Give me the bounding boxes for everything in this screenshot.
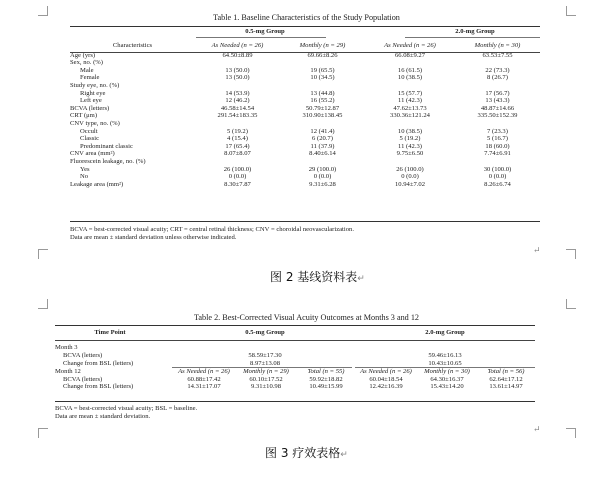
- table1-row-label: Classic: [80, 135, 100, 143]
- table2-col-header: Total (n = 56): [487, 368, 525, 375]
- table1-row-label: Leakage area (mm²): [70, 180, 124, 188]
- table1-cell: 4 (15.4): [227, 135, 248, 143]
- table1-col-characteristics: Characteristics: [112, 42, 153, 49]
- table2-col-header: Monthly (n = 30): [424, 368, 470, 375]
- table1-row-label: Left eye: [80, 97, 102, 105]
- table2-month3-row: [55, 352, 535, 360]
- table1-cell: 16 (61.5): [397, 66, 423, 74]
- table1-row: [70, 59, 540, 67]
- table1-cell: 64.50±8.89: [222, 51, 253, 59]
- table1-row: [70, 97, 540, 105]
- table2-month3-rows: [55, 352, 535, 367]
- layout-corner-mark: [38, 249, 48, 259]
- table1-row-label: Female: [80, 74, 100, 82]
- table1-cell: 16 (55.2): [310, 97, 335, 105]
- table1-cell: 13 (44.8): [310, 89, 335, 97]
- table2-col-header: Total (n = 55): [307, 368, 345, 375]
- table2-month12-label: Month 12: [55, 368, 81, 375]
- table1-cell: 17 (56.7): [485, 89, 510, 97]
- table1-cell: 47.62±13.73: [393, 104, 427, 112]
- table1-cell: 12 (41.4): [310, 127, 335, 135]
- table1-note-abbrev: BCVA = best-corrected visual acuity; CRT = central retinal thickness; CNV = choroidal neovascularization.: [70, 226, 354, 233]
- table1-row: [70, 166, 540, 174]
- table1-cell: [195, 158, 280, 166]
- table2-cell: 15.43±14.20: [430, 383, 464, 391]
- table1-row-label: BCVA (letters): [70, 104, 110, 112]
- table1-row-label: Yes: [80, 165, 90, 173]
- table1-cell: 13 (43.3): [485, 97, 510, 105]
- figure3-caption: 图 3 疗效表格↵: [265, 446, 348, 460]
- table1-cell: 69.66±8.26: [307, 51, 338, 59]
- table2-title: Table 2. Best-Corrected Visual Acuity Outcomes at Months 3 and 12: [193, 313, 420, 322]
- table1-cell: 5 (19.2): [399, 135, 421, 143]
- table1-row-label: CNV area (mm²): [70, 150, 115, 158]
- table2-cell: 60.88±17.42: [187, 375, 221, 383]
- table2-cell: 59.92±18.82: [309, 375, 343, 383]
- table1-row-label: Age (yrs): [70, 51, 96, 59]
- table2-col-header: As Needed (n = 26): [178, 368, 230, 375]
- table1-cell: 10 (34.5): [310, 74, 335, 82]
- table1-row-label: Right eye: [80, 89, 106, 97]
- table2-col-header: As Needed (n = 26): [360, 368, 412, 375]
- table1-row: [70, 74, 540, 82]
- table1-cell: 19 (65.5): [310, 66, 335, 74]
- table1-cell: 9.31±6.28: [309, 180, 336, 188]
- table1-row: [70, 150, 540, 158]
- table1-cell: 11 (42.3): [398, 97, 422, 105]
- table1-row: [70, 112, 540, 120]
- table1-cell: [365, 59, 455, 67]
- table2-cell: 8.97±13.08: [250, 359, 280, 367]
- table2-row-label: Change from BSL (letters): [63, 359, 134, 367]
- table2-row-label: BCVA (letters): [63, 352, 103, 359]
- table1-cell: [455, 82, 540, 90]
- table2-cell: 9.31±10.98: [251, 383, 281, 391]
- table1-cell: 10 (38.5): [397, 74, 423, 82]
- table1-cell: [280, 120, 365, 128]
- table1-row: [70, 181, 540, 189]
- table1-group2-underline: [405, 37, 540, 38]
- table2-cell: 13.61±14.97: [489, 383, 523, 391]
- table2-note-data: Data are mean ± standard deviation.: [55, 413, 151, 420]
- table1-cell: [455, 120, 540, 128]
- table1-cell: [195, 82, 280, 90]
- table2-row-label: BCVA (letters): [63, 375, 103, 383]
- table1-cell: 8.07±8.07: [224, 150, 251, 158]
- table1-cell: [365, 120, 455, 128]
- table1-cell: 50.79±12.87: [305, 104, 340, 112]
- table1-cell: 18 (60.0): [485, 142, 510, 150]
- table2-top-rule: [55, 325, 535, 326]
- table1-row: [70, 173, 540, 181]
- table1-row: [70, 82, 540, 90]
- table1-row-label: CRT (μm): [70, 112, 98, 120]
- table1-cell: 335.50±152.39: [477, 112, 518, 120]
- table1-row-label: Study eye, no. (%): [70, 81, 120, 89]
- table1-cell: 29 (100.0): [308, 165, 337, 173]
- table1-header-row: [70, 42, 540, 52]
- table1-cell: 291.54±183.35: [217, 112, 258, 120]
- table1-cell: 11 (37.9): [310, 142, 335, 150]
- table1-cell: 26 (100.0): [223, 165, 252, 173]
- table1-cell: 8.30±7.87: [224, 180, 251, 188]
- table2-header-rule: [55, 340, 535, 341]
- table2-cell: 10.49±15.99: [309, 383, 343, 391]
- table1-cell: 14 (53.9): [225, 89, 250, 97]
- table1-group1-underline: [196, 37, 326, 38]
- table1-row: [70, 158, 540, 166]
- layout-corner-mark: [566, 428, 576, 438]
- table2-row: [55, 383, 535, 391]
- table1-cell: 0 (0.0): [488, 173, 507, 181]
- table1-row: [70, 90, 540, 98]
- table1-cell: [280, 59, 365, 67]
- table1-row: [70, 67, 540, 75]
- table1-cell: 5 (19.2): [227, 127, 248, 135]
- table1-cell: 17 (65.4): [225, 142, 250, 150]
- table1-cell: 12 (46.2): [225, 97, 250, 105]
- table1-cell: 8.40±6.14: [309, 150, 336, 158]
- table1-cell: 7.74±6.91: [484, 150, 511, 158]
- table2-note-abbrev: BCVA = best-corrected visual acuity; BSL = baseline.: [55, 405, 198, 412]
- table2-cell: 14.31±17.07: [187, 383, 221, 391]
- table1-bottom-rule: [70, 221, 540, 222]
- table1-cell: 8.26±6.74: [484, 180, 511, 188]
- table1-cell: 13 (50.0): [225, 66, 250, 74]
- table1: [70, 42, 540, 188]
- table1-note-data: Data are mean ± standard deviation unless otherwise indicated.: [70, 234, 237, 241]
- table1-header-rule: [70, 52, 540, 53]
- table1-cell: 15 (57.7): [397, 89, 423, 97]
- table1-col-header: As Needed (n = 26): [211, 42, 264, 49]
- table1-cell: 11 (42.3): [398, 142, 422, 150]
- table1-title: Table 1. Baseline Characteristics of the Study Population: [213, 13, 400, 22]
- table1-cell: [365, 82, 455, 90]
- paragraph-mark: ↵: [533, 245, 541, 255]
- table1-col-header: Monthly (n = 30): [474, 42, 521, 49]
- table2-row: [55, 376, 535, 384]
- table1-cell: 0 (0.0): [313, 173, 332, 181]
- table1-cell: 5 (16.7): [487, 135, 508, 143]
- table2-cell: 62.64±17.12: [489, 375, 523, 383]
- table1-cell: [280, 82, 365, 90]
- table1-cell: [455, 59, 540, 67]
- table1-group1-label: 0.5-mg Group: [245, 28, 285, 35]
- table2-month12: [55, 368, 535, 391]
- table1-row-label: Fluorescein leakage, no. (%): [70, 157, 146, 165]
- table2-cell: 10.43±10.65: [428, 359, 462, 367]
- table1-cell: [195, 120, 280, 128]
- table1-cell: 46.58±14.54: [220, 104, 255, 112]
- table1-cell: 8 (26.7): [487, 74, 508, 82]
- layout-corner-mark: [38, 428, 48, 438]
- table1-row-label: Occult: [80, 127, 98, 135]
- table1-cell: 26 (100.0): [396, 165, 424, 173]
- table1-cell: [365, 158, 455, 166]
- table1-cell: 13 (50.0): [225, 74, 250, 82]
- table1-cell: 48.87±14.66: [480, 104, 515, 112]
- table2-row-label: Change from BSL (letters): [63, 383, 134, 391]
- table1-row-label: CNV type, no. (%): [70, 119, 120, 127]
- table1-row: [70, 135, 540, 143]
- table1-cell: 0 (0.0): [228, 173, 247, 181]
- table2-cell: 60.04±18.54: [369, 375, 403, 383]
- table2-month12-header-row: [55, 368, 535, 376]
- layout-corner-mark: [566, 299, 576, 309]
- table2-cell: 64.30±16.37: [430, 375, 464, 383]
- table1-cell: 310.90±138.45: [302, 112, 343, 120]
- layout-corner-mark: [38, 299, 48, 309]
- table2-col-header: Monthly (n = 29): [243, 368, 289, 375]
- table2-cell: 12.42±16.39: [369, 383, 403, 391]
- table1-row-label: Male: [80, 66, 94, 74]
- table1-cell: 0 (0.0): [401, 173, 419, 181]
- table1-group2-label: 2.0-mg Group: [455, 28, 495, 35]
- table1-cell: [195, 59, 280, 67]
- table1-cell: 330.36±121.24: [390, 112, 430, 120]
- table1-cell: 22 (73.3): [485, 66, 510, 74]
- table1-cell: [455, 158, 540, 166]
- table1-cell: 30 (100.0): [483, 165, 512, 173]
- paragraph-mark: ↵: [533, 424, 541, 434]
- table1-cell: 63.53±7.55: [482, 51, 513, 59]
- table2-cell: 58.59±17.30: [248, 352, 282, 359]
- table1-cell: 9.75±6.50: [396, 150, 424, 158]
- table2-col-timepoint: Time Point: [94, 329, 126, 336]
- table1-row: [70, 128, 540, 136]
- table1-row-label: Predominant classic: [80, 142, 133, 150]
- table1-cell: 66.08±9.27: [395, 51, 425, 59]
- layout-corner-mark: [566, 249, 576, 259]
- table1-cell: 10.94±7.02: [395, 180, 425, 188]
- table1-cell: [280, 158, 365, 166]
- table1-row: [70, 105, 540, 113]
- table1-cell: 10 (38.5): [397, 127, 423, 135]
- table1-row: [70, 143, 540, 151]
- table2-bottom-rule: [55, 401, 535, 402]
- table1-row: [70, 120, 540, 128]
- table2-group2-label: 2.0-mg Group: [425, 329, 465, 336]
- table2-cell: 60.10±17.52: [249, 375, 283, 383]
- table1-cell: 6 (20.7): [312, 135, 333, 143]
- table1-cell: 7 (23.3): [487, 127, 508, 135]
- table1-row-label: Sex, no. (%): [70, 59, 103, 67]
- table2-cell: 59.46±16.13: [428, 352, 462, 359]
- table1-top-rule: [70, 26, 540, 27]
- table1-col-header: Monthly (n = 29): [299, 42, 346, 49]
- table2-month3-label: Month 3: [55, 344, 78, 351]
- table2-group1-label: 0.5-mg Group: [245, 329, 285, 336]
- figure2-caption: 图 2 基线资料表↵: [270, 270, 365, 284]
- table1-col-header: As Needed (n = 26): [384, 42, 436, 49]
- table1-row-label: No: [80, 173, 89, 181]
